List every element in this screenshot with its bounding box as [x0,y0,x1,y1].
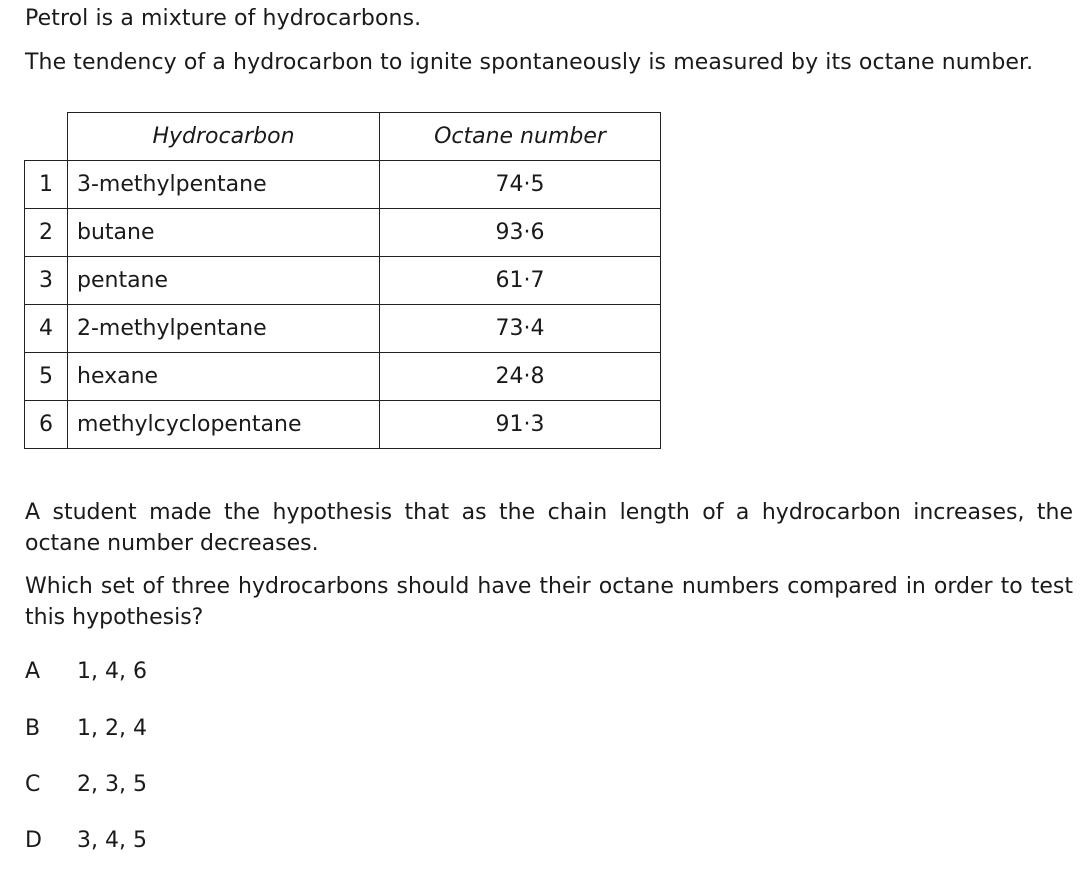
table-row [25,353,661,401]
row-number: 2 [25,209,68,257]
intro-line-2: The tendency of a hydrocarbon to ignite spontaneously is measured by its octane number. [25,50,1034,75]
table-header-row [25,113,661,161]
option-text: 3, 4, 5 [77,828,147,853]
row-number: 6 [25,401,68,449]
hypothesis-text: A student made the hypothesis that as the chain length of a hydrocarbon increases, the octane number decreases. [25,500,1073,556]
octane-value: 91·3 [380,401,661,449]
option-c[interactable] [25,772,147,797]
table-row [25,161,661,209]
option-b[interactable] [25,716,147,741]
option-text: 1, 4, 6 [77,659,147,684]
intro-line-1: Petrol is a mixture of hydrocarbons. [25,6,422,31]
table-row [25,305,661,353]
octane-value: 61·7 [380,257,661,305]
option-letter: C [25,772,41,797]
octane-value: 24·8 [380,353,661,401]
option-letter: A [25,659,41,684]
hydrocarbon-name: hexane [68,353,380,401]
hydrocarbon-name: 3-methylpentane [68,161,380,209]
option-text: 2, 3, 5 [77,772,147,797]
table-row [25,401,661,449]
row-number: 1 [25,161,68,209]
row-number: 4 [25,305,68,353]
hydrocarbon-name: 2-methylpentane [68,305,380,353]
option-text: 1, 2, 4 [77,716,147,741]
hydrocarbon-name: pentane [68,257,380,305]
hydrocarbon-name: butane [68,209,380,257]
option-letter: B [25,716,41,741]
hydrocarbon-name: methylcyclopentane [68,401,380,449]
octane-value: 74·5 [380,161,661,209]
blank-corner-cell [25,113,68,161]
row-number: 5 [25,353,68,401]
octane-table [24,112,661,449]
octane-value: 73·4 [380,305,661,353]
octane-value: 93·6 [380,209,661,257]
option-a[interactable] [25,659,147,684]
table-row [25,209,661,257]
table-row [25,257,661,305]
question-text: Which set of three hydrocarbons should have their octane numbers compared in order to test this hypothesis? [25,574,1073,630]
header-octane-number: Octane number [380,113,661,161]
header-hydrocarbon: Hydrocarbon [68,113,380,161]
option-d[interactable] [25,828,147,853]
row-number: 3 [25,257,68,305]
option-letter: D [25,828,42,853]
